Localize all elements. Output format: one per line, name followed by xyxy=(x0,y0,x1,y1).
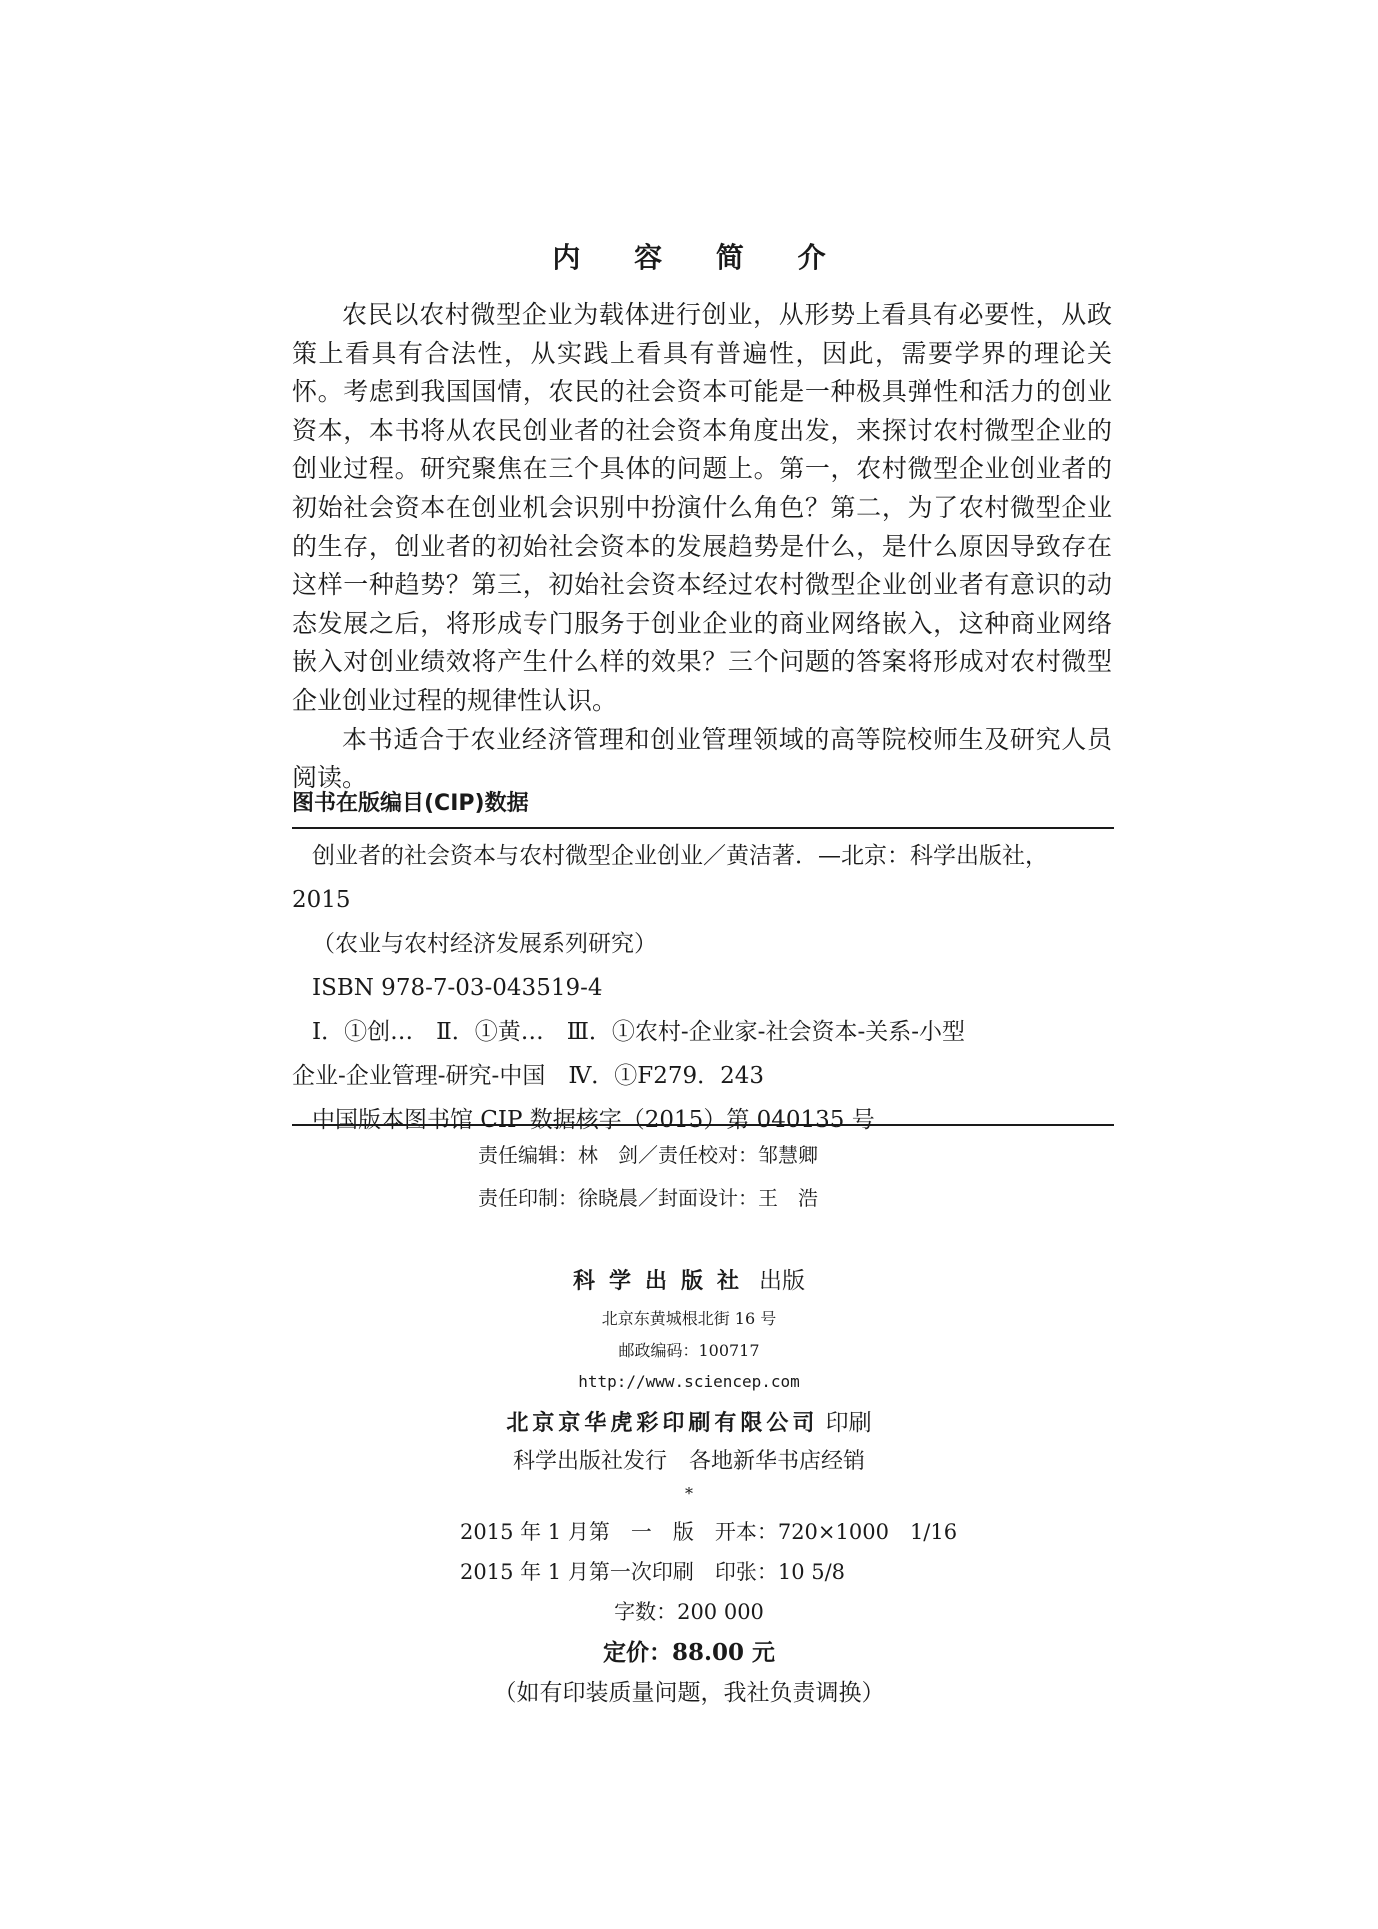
summary-paragraph: 农民以农村微型企业为载体进行创业，从形势上看具有必要性，从政策上看具有合法性，从实践上看具有普遍性，因此，需要学界的理论关怀。考虑到我国国情，农民的社会资本可能是一种极具弹性和活力的创业资本，本书将从农民创业者的社会资本角度出发，来探讨农村微型企业的创业过程。研究聚焦在三个具体的问题上。第一，农村微型企业创业者的初始社会资本在创业机会识别中扮演什么角色？第二，为了农村微型企业的生存，创业者的初始社会资本的发展趋势是什么，是什么原因导致存在这样一种趋势？第三，初始社会资本经过农村微型企业创业者有意识的动态发展之后，将形成专门服务于创业企业的商业网络嵌入，这种商业网络嵌入对创业绩效将产生什么样的效果？三个问题的答案将形成对农村微型企业创业过程的规律性认识。 xyxy=(292,300,1112,715)
cip-heading: 图书在版编目(CIP)数据 xyxy=(292,791,529,816)
cip-top-rule xyxy=(292,827,1114,829)
printer-line xyxy=(0,1404,1378,1437)
cip-bottom-rule xyxy=(292,1124,1114,1126)
editors-line: 责任编辑：林 剑／责任校对：邹慧卿 xyxy=(478,1143,818,1167)
quality-notice: （如有印装质量问题，我社负责调换） xyxy=(493,1680,885,1706)
cip-entry-year: 2015 xyxy=(292,887,351,913)
cip-classification-line: 企业-企业管理-研究-中国 Ⅳ．①F279．243 xyxy=(292,1063,765,1089)
editors-line: 责任印制：徐晓晨／封面设计：王 浩 xyxy=(478,1186,818,1210)
editors-credits xyxy=(478,1134,818,1220)
cip-series: （农业与农村经济发展系列研究） xyxy=(312,931,657,957)
separator-star: * xyxy=(685,1484,693,1503)
printing-info: 2015 年 1 月第一次印刷 印张：10 5/8 xyxy=(460,1560,846,1584)
cip-entry-line: 创业者的社会资本与农村微型企业创业／黄洁著．—北京：科学出版社， xyxy=(312,843,1048,869)
publisher-line xyxy=(0,1262,1378,1295)
publisher-name: 科学出版社 xyxy=(572,1268,753,1294)
publisher-postcode: 邮政编码：100717 xyxy=(618,1341,760,1360)
summary-paragraph: 本书适合于农业经济管理和创业管理领域的高等院校师生及研究人员阅读。 xyxy=(292,724,1112,793)
publisher-url: http://www.sciencep.com xyxy=(578,1372,800,1391)
printer-role: 印刷 xyxy=(825,1410,872,1436)
printer-name: 北京京华虎彩印刷有限公司 xyxy=(506,1410,819,1436)
page-title: 内 容 简 介 xyxy=(552,241,848,274)
publisher-address: 北京东黄城根北街 16 号 xyxy=(601,1309,777,1328)
summary-section xyxy=(292,296,1112,798)
price: 定价：88.00 元 xyxy=(602,1639,776,1666)
distribution-line: 科学出版社发行 各地新华书店经销 xyxy=(512,1449,865,1474)
publisher-role: 出版 xyxy=(759,1268,805,1294)
cip-data-block xyxy=(292,836,1114,1144)
edition-info: 2015 年 1 月第 一 版 开本：720×1000 1/16 xyxy=(460,1520,958,1544)
cip-record-number: 中国版本图书馆 CIP 数据核字（2015）第 040135 号 xyxy=(312,1107,875,1133)
word-count: 字数：200 000 xyxy=(614,1600,764,1624)
cip-isbn: ISBN 978-7-03-043519-4 xyxy=(312,975,603,1001)
cip-classification-line: Ⅰ．①创… Ⅱ．①黄… Ⅲ．①农村-企业家-社会资本-关系-小型 xyxy=(312,1019,965,1045)
